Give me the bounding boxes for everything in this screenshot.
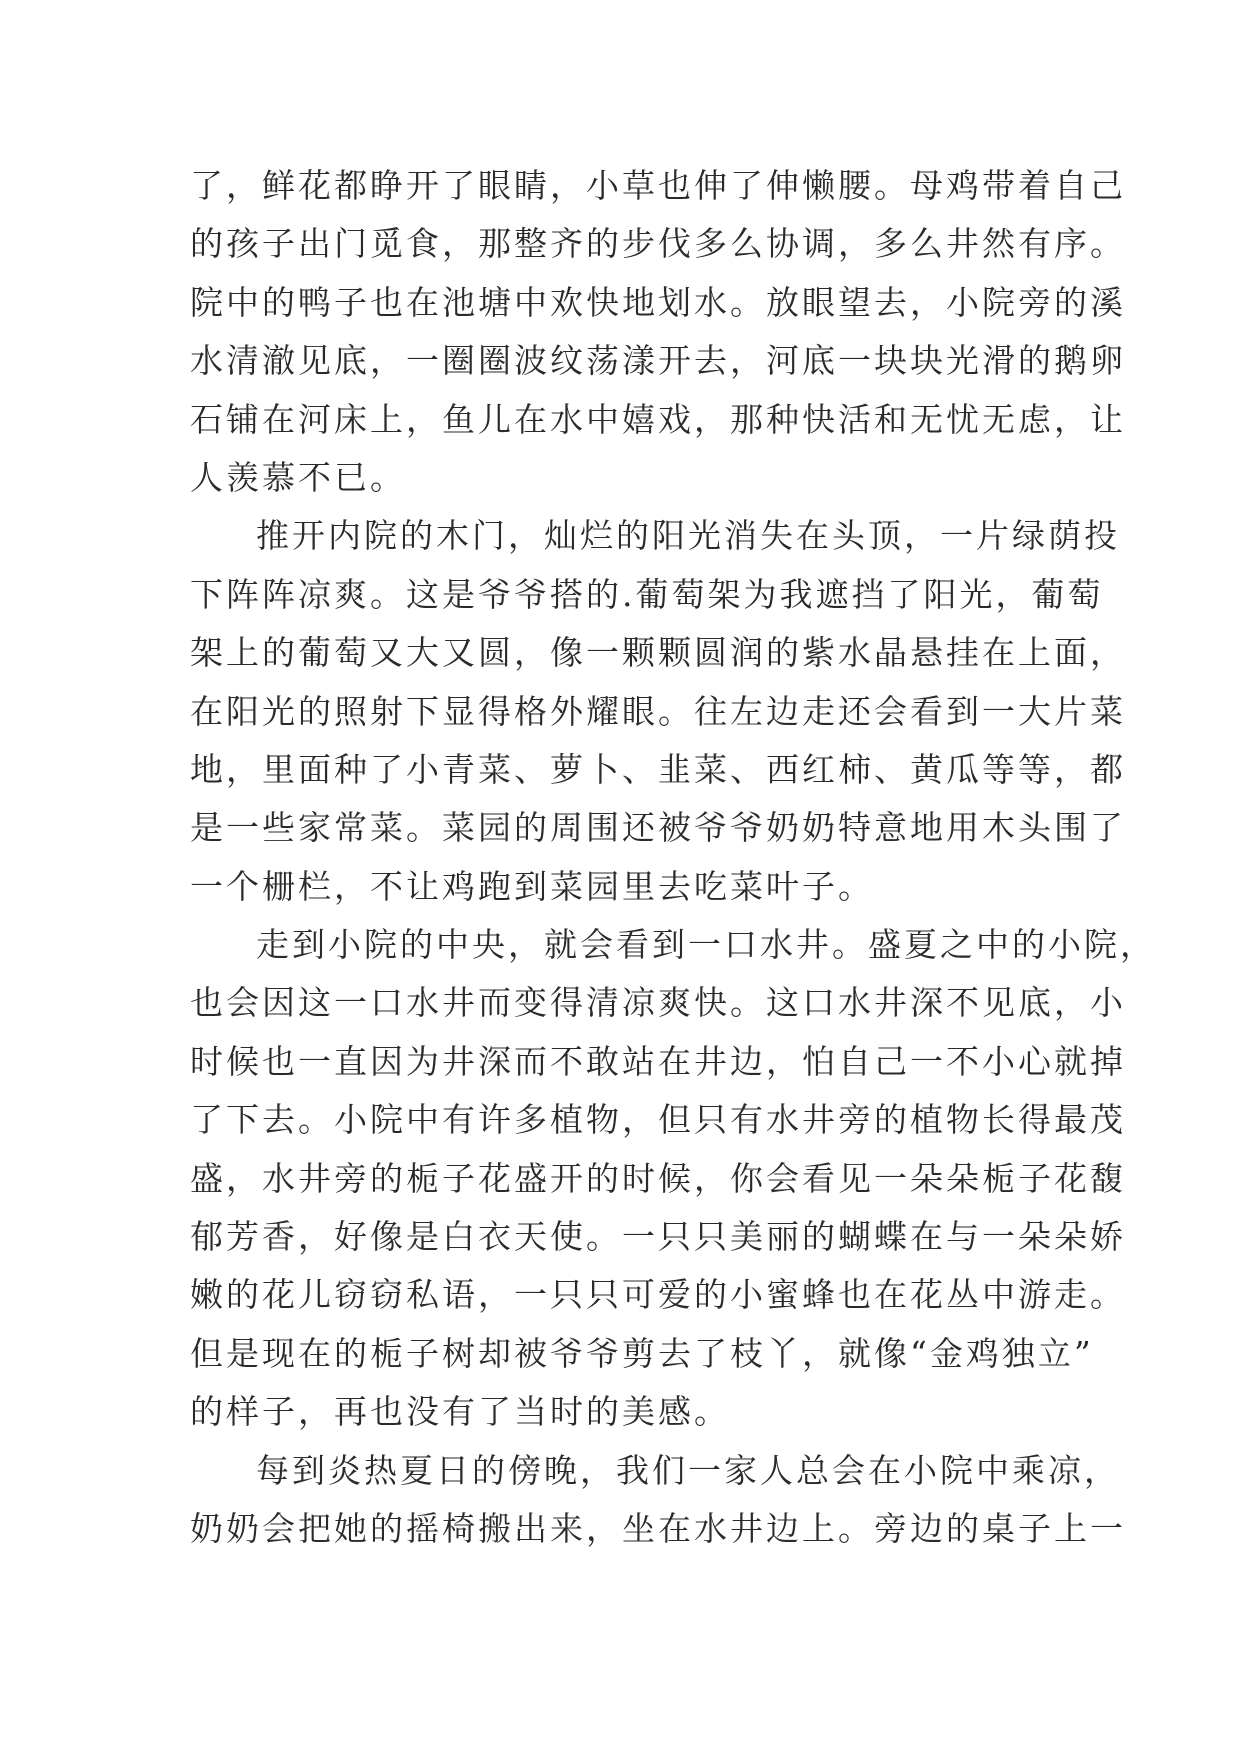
text-line: 是一些家常菜。菜园的周围还被爷爷奶奶特意地用木头围了 [190, 808, 1126, 848]
text-line: 的样子，再也没有了当时的美感。 [190, 1392, 730, 1432]
text-line: 的孩子出门觅食，那整齐的步伐多么协调，多么井然有序。 [190, 224, 1126, 264]
text-line: 走到小院的中央，就会看到一口水井。盛夏之中的小院， [256, 925, 1156, 965]
text-line: 郁芳香，好像是白衣天使。一只只美丽的蝴蝶在与一朵朵娇 [190, 1217, 1126, 1257]
text-line: 嫩的花儿窃窃私语，一只只可爱的小蜜蜂也在花丛中游走。 [190, 1275, 1126, 1315]
text-line: 人羡慕不已。 [190, 457, 406, 497]
text-line: 但是现在的栀子树却被爷爷剪去了枝丫，就像“金鸡独立” [190, 1333, 1094, 1373]
text-line: 下阵阵凉爽。这是爷爷搭的.葡萄架为我遮挡了阳光，葡萄 [190, 574, 1104, 614]
text-line: 在阳光的照射下显得格外耀眼。往左边走还会看到一大片菜 [190, 691, 1126, 731]
text-line: 每到炎热夏日的傍晚，我们一家人总会在小院中乘凉， [256, 1450, 1120, 1490]
text-line: 盛，水井旁的栀子花盛开的时候，你会看见一朵朵栀子花馥 [190, 1158, 1126, 1198]
text-line: 一个栅栏，不让鸡跑到菜园里去吃菜叶子。 [190, 866, 874, 906]
text-line: 院中的鸭子也在池塘中欢快地划水。放眼望去，小院旁的溪 [190, 282, 1126, 322]
text-line: 奶奶会把她的摇椅搬出来，坐在水井边上。旁边的桌子上一 [190, 1508, 1126, 1548]
text-line: 也会因这一口水井而变得清凉爽快。这口水井深不见底，小 [190, 983, 1126, 1023]
body-text [190, 157, 1156, 1558]
text-line: 了下去。小院中有许多植物，但只有水井旁的植物长得最茂 [190, 1100, 1126, 1140]
text-line: 地，里面种了小青菜、萝卜、韭菜、西红柿、黄瓜等等，都 [190, 749, 1126, 789]
text-line: 架上的葡萄又大又圆，像一颗颗圆润的紫水晶悬挂在上面， [190, 633, 1126, 673]
text-line: 推开内院的木门，灿烂的阳光消失在头顶，一片绿荫投 [256, 516, 1120, 556]
text-line: 石铺在河床上，鱼儿在水中嬉戏，那种快活和无忧无虑，让 [190, 399, 1126, 439]
text-line: 水清澈见底，一圈圈波纹荡漾开去，河底一块块光滑的鹅卵 [190, 341, 1126, 381]
text-line: 了，鲜花都睁开了眼睛，小草也伸了伸懒腰。母鸡带着自己 [190, 166, 1126, 205]
text-line: 时候也一直因为井深而不敢站在井边，怕自己一不小心就掉 [190, 1041, 1126, 1081]
